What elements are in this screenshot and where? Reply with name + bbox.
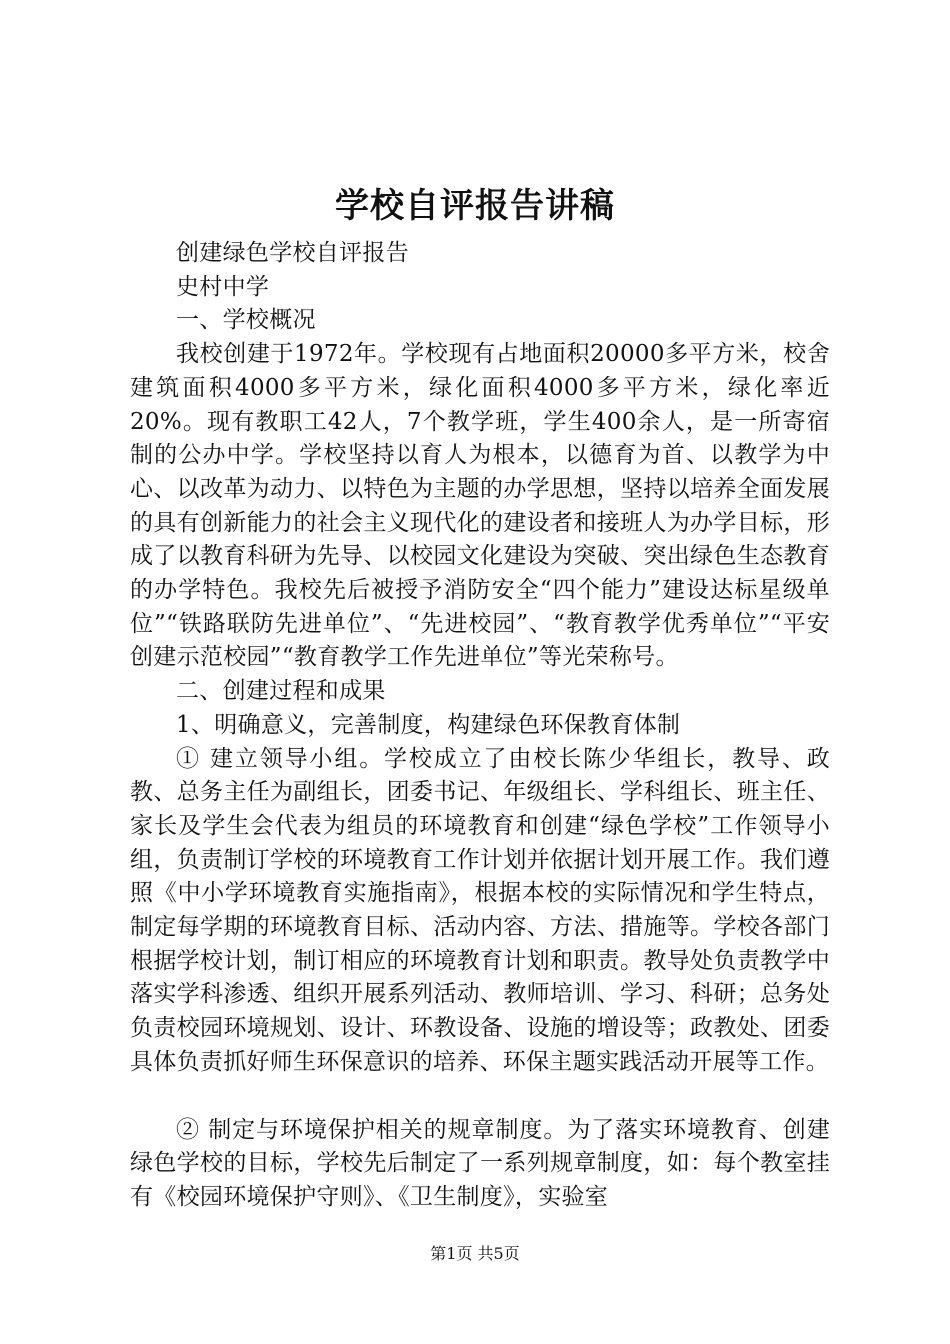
section-heading-overview: 一、学校概况 bbox=[176, 307, 316, 334]
document-title: 学校自评报告讲稿 bbox=[335, 186, 615, 226]
paragraph-subtitle: 创建绿色学校自评报告 bbox=[176, 240, 409, 266]
subsection-heading-1: 1、明确意义，完善制度，构建绿色环保教育体制 bbox=[176, 711, 681, 738]
document-body bbox=[130, 237, 830, 1215]
page-footer: 第1页 共5页 bbox=[430, 1244, 520, 1263]
paragraph-overview: 我校创建于1972年。学校现有占地面积20000多平方米，校舍建筑面积4000多平方米，绿化面积4000多平方米，绿化率近20%。现有教职工42人，7个教学班，学生400余人，是一所寄宿制的公办中学。学校坚持以育人为根本，以德育为首、以教学为中心、以改革为动力、以特色为主题的办学思想，坚持以培养全面发展的具有创新能力的社会主义现代化的建设者和接班人为办学目标，形成了以教育科研为先导、以校园文化建设为突破、突出绿色生态教育的办学特色。我校先后被授予消防安全“四个能力”建设达标星级单位”“铁路联防先进单位”、“先进校园”、“教育教学优秀单位”“平安创建示范校园”“教育教学工作先进单位”等光荣称号。 bbox=[130, 341, 830, 671]
paragraph-school-name: 史村中学 bbox=[176, 273, 270, 300]
section-heading-process: 二、创建过程和成果 bbox=[176, 678, 386, 705]
paragraph-leadership-group: ① 建立领导小组。学校成立了由校长陈少华组长，教导、政教、总务主任为副组长，团委书记、年级组长、学科组长、班主任、家长及学生会代表为组员的环境教育和创建“绿色学校”工作领导小组，负责制订学校的环境教育工作计划并依据计划开展工作。我们遵照《中小学环境教育实施指南》，根据本校的实际情况和学生特点，制定每学期的环境教育目标、活动内容、方法、措施等。学校各部门根据学校计划，制订相应的环境教育计划和职责。教导处负责教学中落实学科渗透、组织开展系列活动、教师培训、学习、科研；总务处负责校园环境规划、设计、环教设备、设施的增设等；政教处、团委具体负责抓好师生环保意识的培养、环保主题实践活动开展等工作。 bbox=[130, 745, 830, 1075]
paragraph-regulations: ② 制定与环境保护相关的规章制度。为了落实环境教育、创建绿色学校的目标，学校先后制定了一系列规章制度，如：每个教室挂有《校园环境保护守则》、《卫生制度》，实验室 bbox=[130, 1116, 830, 1210]
